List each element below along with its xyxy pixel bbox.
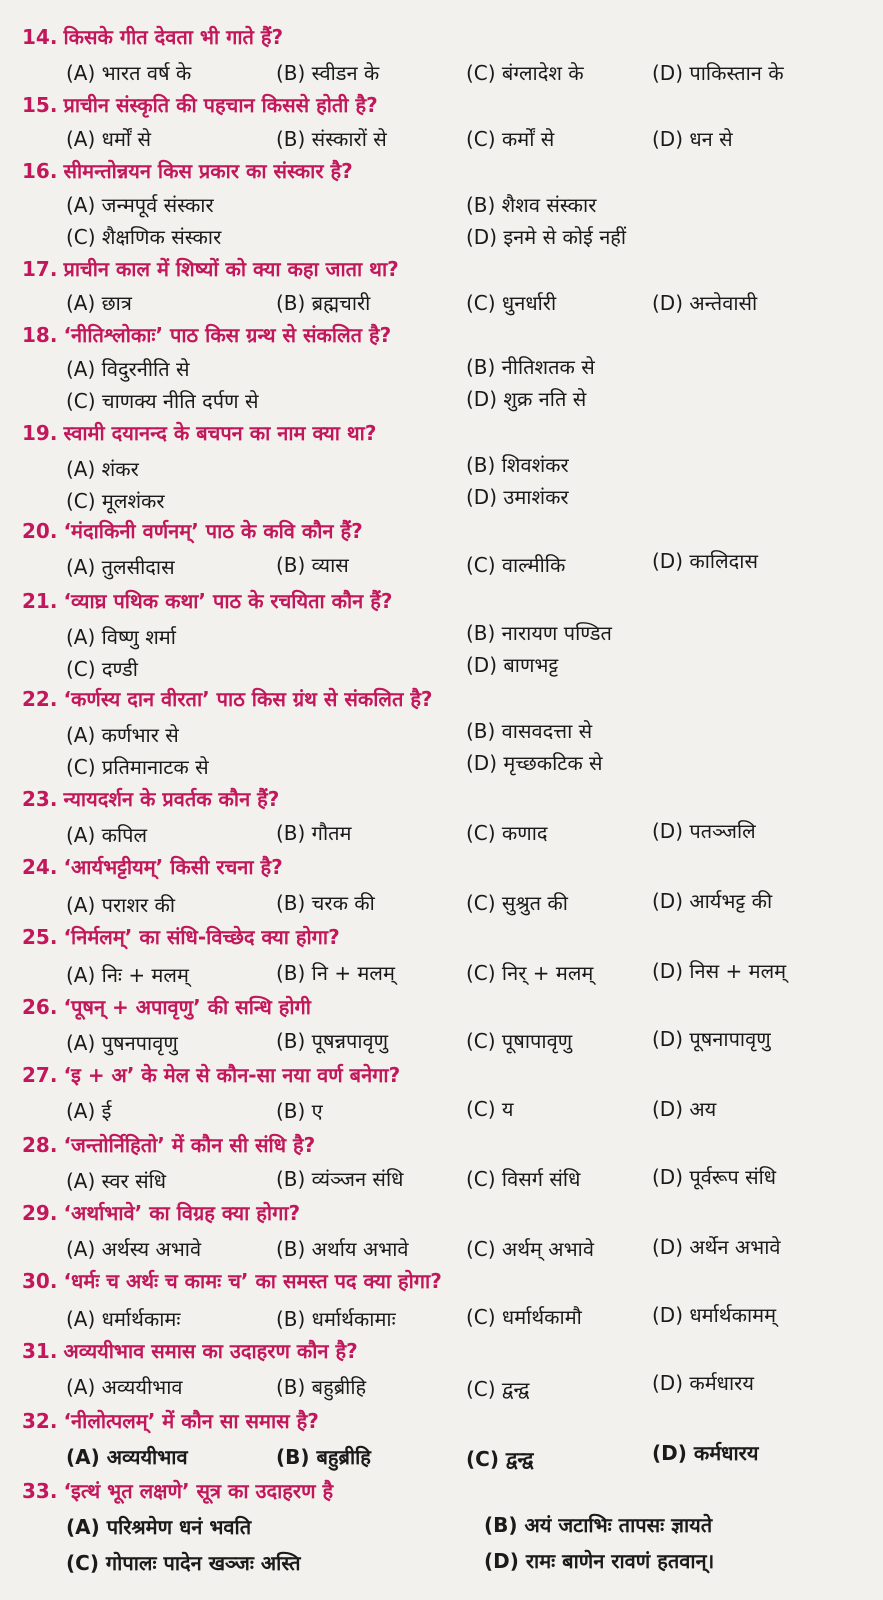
option-a: (A) निः + मलम् [66,963,189,987]
option-a: (A) धर्मों से [66,127,151,151]
question-26 [22,994,311,1020]
question-number: 29. [22,1201,58,1225]
option-a: (A) धर्मार्थकामः [66,1307,181,1331]
option-d: (D) मृच्छकटिक से [466,751,603,775]
option-d: (D) उमाशंकर [466,485,569,509]
question-text: सीमन्तोन्नयन किस प्रकार का संस्कार है? [63,159,353,183]
question-number: 33. [22,1479,58,1503]
option-d: (D) बाणभट्ट [466,653,559,677]
question-text: स्वामी दयानन्द के बचपन का नाम क्या था? [63,421,377,445]
option-a: (A) अव्ययीभाव [66,1445,188,1469]
option-a: (A) तुलसीदास [66,555,175,579]
option-b: (B) बहुब्रीहि [276,1445,371,1469]
option-b: (B) नीतिशतक से [466,355,595,379]
question-31 [22,1338,358,1364]
question-text: ‘व्याघ्र पथिक कथा’ पाठ के रचयिता कौन हैं? [63,589,393,613]
question-text: ‘कर्णस्य दान वीरता’ पाठ किस ग्रंथ से संकलित है? [63,687,433,711]
question-15 [22,92,378,118]
question-text: ‘पूषन् + अपावृणु’ की सन्धि होगी [63,995,311,1019]
option-d: (D) कर्मधारय [652,1441,759,1465]
option-a: (A) अव्ययीभाव [66,1375,183,1399]
question-22 [22,686,433,712]
option-b: (B) नि + मलम् [276,961,395,985]
question-text: ‘आर्यभट्टीयम्’ किसी रचना है? [63,855,283,879]
option-c: (C) धर्मार्थकामौ [466,1305,582,1329]
question-29 [22,1200,300,1226]
question-text: प्राचीन काल में शिष्यों को क्या कहा जाता था? [63,257,399,281]
question-27 [22,1062,400,1088]
question-text: ‘जन्तोर्निहितो’ में कौन सी संधि है? [63,1133,316,1157]
option-d: (D) रामः बाणेन रावणं हतवान्। [484,1549,715,1573]
question-number: 20. [22,519,58,543]
option-b: (B) नारायण पण्डित [466,621,612,645]
question-number: 15. [22,93,58,117]
option-a: (A) परिश्रमेण धनं भवति [66,1515,252,1539]
option-d: (D) अर्थेन अभावे [652,1235,781,1259]
option-d: (D) इनमे से कोई नहीं [466,225,627,249]
question-text: ‘निर्मलम्’ का संधि-विच्छेद क्या होगा? [63,925,340,949]
question-17 [22,256,399,282]
question-text: ‘धर्मः च अर्थः च कामः च’ का समस्त पद क्या होगा? [63,1269,442,1293]
option-b: (B) वासवदत्ता से [466,719,593,743]
question-number: 17. [22,257,58,281]
option-d: (D) निस + मलम् [652,959,787,983]
option-d: (D) आर्यभट्ट की [652,889,773,913]
question-number: 28. [22,1133,58,1157]
option-c: (C) पूषापावृणु [466,1029,573,1053]
question-text: ‘नीलोत्पलम्’ में कौन सा समास है? [63,1409,319,1433]
option-a: (A) छात्र [66,291,132,315]
option-a: (A) भारत वर्ष के [66,61,192,85]
question-text: ‘इत्थं भूत लक्षणे’ सूत्र का उदाहरण है [63,1479,334,1503]
option-c: (C) अर्थम् अभावे [466,1237,594,1261]
option-d: (D) धन से [652,127,733,151]
option-c: (C) चाणक्य नीति दर्पण से [66,389,259,413]
option-b: (B) ब्रह्मचारी [276,291,371,315]
option-a: (A) ई [66,1099,112,1123]
question-text: किसके गीत देवता भी गाते हैं? [63,25,284,49]
question-28 [22,1132,315,1158]
option-b: (B) शिवशंकर [466,453,569,477]
option-a: (A) स्वर संधि [66,1169,167,1193]
question-number: 25. [22,925,58,949]
question-text: ‘नीतिश्लोकाः’ पाठ किस ग्रन्थ से संकलित है? [63,323,392,347]
question-19 [22,420,376,446]
option-c: (C) प्रतिमानाटक से [66,755,209,779]
question-33 [22,1478,333,1504]
option-a: (A) कर्णभार से [66,723,179,747]
question-number: 31. [22,1339,58,1363]
question-number: 27. [22,1063,58,1087]
question-30 [22,1268,442,1294]
question-14 [22,24,283,50]
option-a: (A) अर्थस्य अभावे [66,1237,202,1261]
question-23 [22,786,279,812]
option-d: (D) पूर्वरूप संधि [652,1165,777,1189]
option-b: (B) धर्मार्थकामाः [276,1307,396,1331]
option-a: (A) विदुरनीति से [66,357,190,381]
question-number: 21. [22,589,58,613]
question-number: 32. [22,1409,58,1433]
option-d: (D) कालिदास [652,549,758,573]
question-number: 16. [22,159,58,183]
option-d: (D) पूषनापावृणु [652,1027,771,1051]
question-number: 14. [22,25,58,49]
question-number: 30. [22,1269,58,1293]
question-25 [22,924,340,950]
option-d: (D) पाकिस्तान के [652,61,784,85]
option-c: (C) विसर्ग संधि [466,1167,581,1191]
option-b: (B) शैशव संस्कार [466,193,597,217]
option-a: (A) जन्मपूर्व संस्कार [66,193,214,217]
option-d: (D) पतञ्जलि [652,819,756,843]
option-c: (C) दण्डी [66,657,138,681]
option-b: (B) अयं जटाभिः तापसः ज्ञायते [484,1513,713,1537]
question-number: 22. [22,687,58,711]
question-20 [22,518,363,544]
option-a: (A) विष्णु शर्मा [66,625,176,649]
option-c: (C) बंग्लादेश के [466,61,584,85]
option-b: (B) व्यास [276,553,349,577]
option-a: (A) पराशर की [66,893,176,917]
question-18 [22,322,391,348]
question-32 [22,1408,319,1434]
question-number: 24. [22,855,58,879]
option-a: (A) कपिल [66,823,148,847]
option-c: (C) गोपालः पादेन खञ्जः अस्ति [66,1551,301,1575]
option-c: (C) य [466,1097,514,1121]
question-text: ‘मंदाकिनी वर्णनम्’ पाठ के कवि कौन हैं? [63,519,363,543]
option-d: (D) धर्मार्थकामम् [652,1303,777,1327]
option-d: (D) अन्तेवासी [652,291,758,315]
option-c: (C) निर् + मलम् [466,961,594,985]
option-b: (B) पूषन्नपावृणु [276,1029,389,1053]
question-24 [22,854,283,880]
question-text: ‘अर्थाभावे’ का विग्रह क्या होगा? [63,1201,301,1225]
option-a: (A) पुषनपावृणु [66,1031,178,1055]
question-text: ‘इ + अ’ के मेल से कौन-सा नया वर्ण बनेगा? [63,1063,401,1087]
option-b: (B) व्यंञ्जन संधि [276,1167,404,1191]
question-number: 18. [22,323,58,347]
question-number: 26. [22,995,58,1019]
option-c: (C) धुनर्धारी [466,291,557,315]
question-21 [22,588,392,614]
option-c: (C) मूलशंकर [66,489,165,513]
question-number: 23. [22,787,58,811]
option-b: (B) ए [276,1099,323,1123]
question-text: अव्ययीभाव समास का उदाहरण कौन है? [63,1339,358,1363]
option-a: (A) शंकर [66,457,139,481]
option-b: (B) संस्कारों से [276,127,387,151]
option-d: (D) कर्मधारय [652,1371,754,1395]
option-b: (B) अर्थाय अभावे [276,1237,409,1261]
option-d: (D) शुक्र नति से [466,387,587,411]
option-b: (B) गौतम [276,821,352,845]
option-b: (B) बहुब्रीहि [276,1375,367,1399]
option-c: (C) शैक्षणिक संस्कार [66,225,222,249]
option-c: (C) कणाद [466,821,548,845]
option-c: (C) कर्मों से [466,127,555,151]
option-c: (C) द्वन्द्व [466,1377,530,1401]
option-b: (B) स्वीडन के [276,61,380,85]
question-text: न्यायदर्शन के प्रवर्तक कौन हैं? [63,787,280,811]
option-c: (C) वाल्मीकि [466,553,566,577]
question-16 [22,158,353,184]
question-number: 19. [22,421,58,445]
option-c: (C) सुश्रुत की [466,891,568,915]
option-b: (B) चरक की [276,891,375,915]
option-c: (C) द्वन्द्व [466,1447,534,1471]
option-d: (D) अय [652,1097,717,1121]
question-text: प्राचीन संस्कृति की पहचान किससे होती है? [63,93,378,117]
